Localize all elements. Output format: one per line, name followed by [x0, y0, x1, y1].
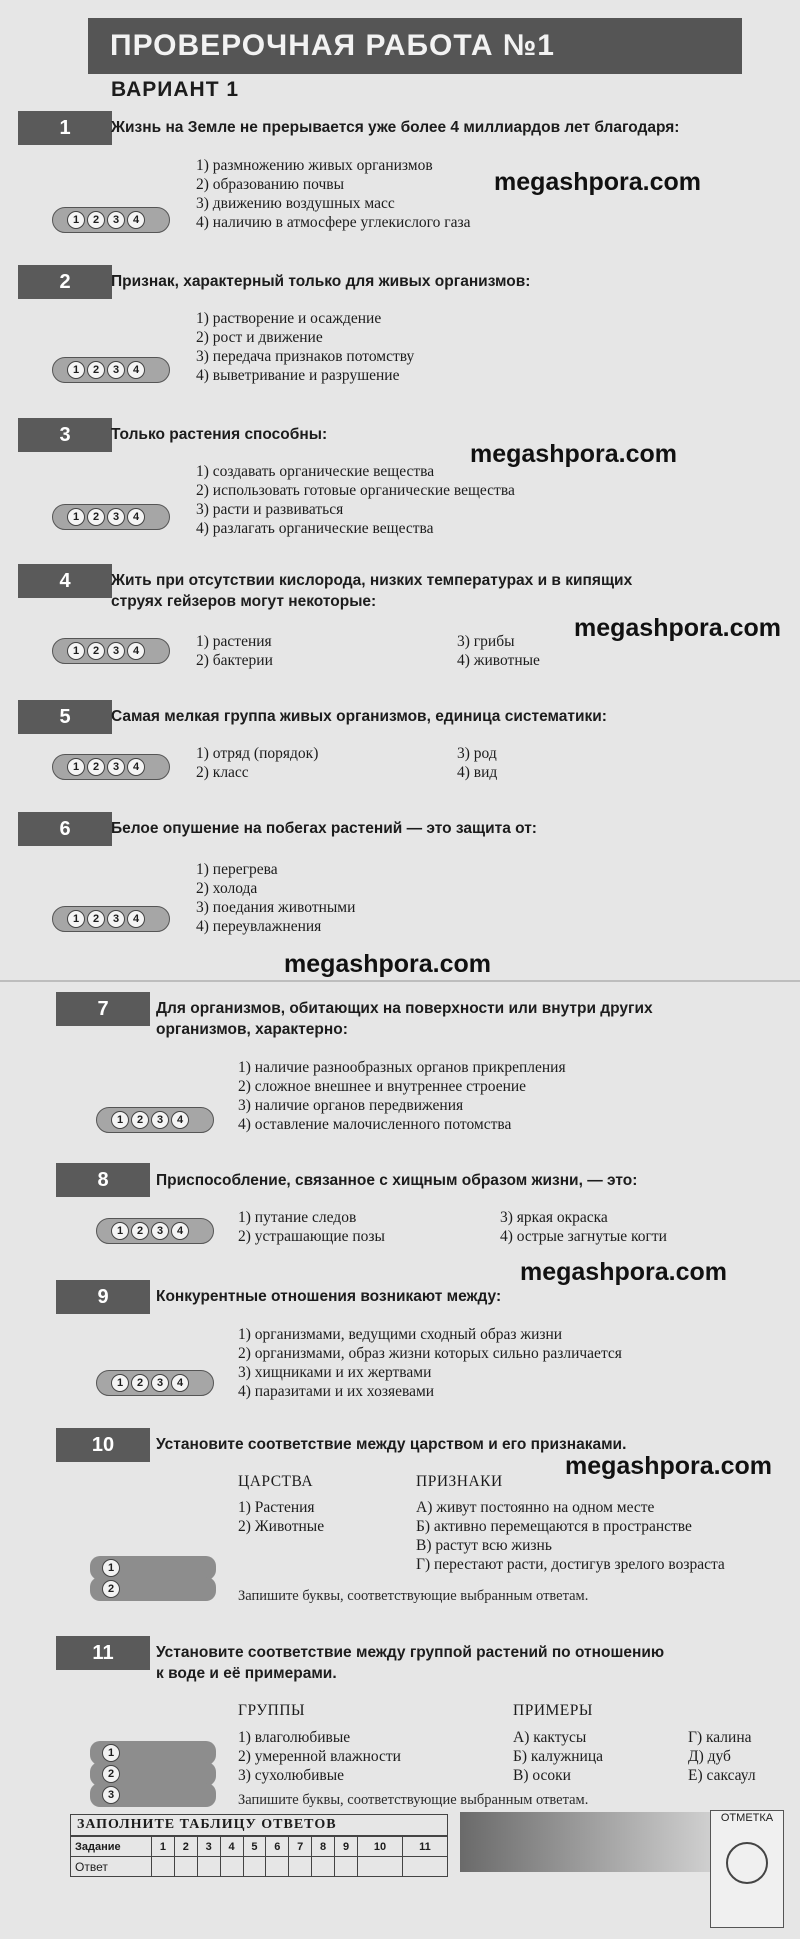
- option[interactable]: 2) использовать готовые органические вещества: [196, 482, 515, 499]
- question-text-line: Жить при отсутствии кислорода, низких температурах и в кипящих: [111, 572, 633, 589]
- list-item: Д) дуб: [688, 1748, 731, 1765]
- question-text-4: [111, 570, 632, 612]
- list-item: А) живут постоянно на одном месте: [416, 1499, 655, 1516]
- table-cell: 6: [266, 1837, 289, 1857]
- question-options-7: [238, 1058, 566, 1134]
- choice-4[interactable]: 4: [171, 1222, 189, 1240]
- choice-2[interactable]: 2: [87, 361, 105, 379]
- option[interactable]: 2) сложное внешнее и внутреннее строение: [238, 1078, 527, 1095]
- option[interactable]: 1) наличие разнообразных органов прикрепления: [238, 1059, 566, 1076]
- question-number-5: 5: [18, 700, 112, 734]
- watermark: megashpora.com: [520, 1258, 728, 1286]
- option[interactable]: 3) поедания животными: [196, 899, 356, 916]
- option[interactable]: 4) выветривание и разрушение: [196, 367, 400, 384]
- examples-list-2: [688, 1728, 756, 1785]
- list-item: Б) активно перемещаются в пространстве: [416, 1518, 692, 1535]
- question-text-line: организмов, характерно:: [156, 1021, 348, 1038]
- option[interactable]: 1) создавать органические вещества: [196, 463, 435, 480]
- list-item: Г) калина: [688, 1729, 752, 1746]
- kingdoms-list: [238, 1498, 324, 1536]
- choice-2[interactable]: 2: [131, 1374, 149, 1392]
- answer-cell[interactable]: [197, 1857, 220, 1877]
- answer-selector-7[interactable]: [96, 1107, 214, 1133]
- answer-selector-4[interactable]: [52, 638, 170, 664]
- page-title: ПРОВЕРОЧНАЯ РАБОТА №1: [88, 18, 742, 74]
- answer-cell[interactable]: [174, 1857, 197, 1877]
- choice-2[interactable]: 2: [87, 508, 105, 526]
- watermark: megashpora.com: [284, 950, 492, 978]
- question-options-2: [196, 309, 414, 385]
- groups-list: [238, 1728, 401, 1785]
- question-text-11: [156, 1642, 664, 1684]
- choice-1[interactable]: 1: [67, 758, 85, 776]
- answer-cell[interactable]: [312, 1857, 335, 1877]
- choice-4[interactable]: 4: [127, 642, 145, 660]
- list-item: 1) Растения: [238, 1499, 315, 1516]
- option[interactable]: 2) бактерии: [196, 652, 273, 669]
- table-cell: 5: [243, 1837, 266, 1857]
- choice-3[interactable]: 3: [151, 1374, 169, 1392]
- variant-heading: ВАРИАНТ 1: [111, 78, 240, 101]
- table-cell: 9: [335, 1837, 358, 1857]
- option[interactable]: 1) размножению живых организмов: [196, 157, 433, 174]
- list-item: В) осоки: [513, 1767, 571, 1784]
- choice-1[interactable]: 1: [111, 1111, 129, 1129]
- question-text-line: к воде и её примерами.: [156, 1665, 337, 1682]
- table-cell: 11: [403, 1837, 448, 1857]
- question-options-3: [196, 462, 515, 538]
- table-cell: 7: [289, 1837, 312, 1857]
- question-number-3: 3: [18, 418, 112, 452]
- question-options-1: [196, 156, 471, 232]
- option[interactable]: 4) разлагать органические вещества: [196, 520, 434, 537]
- question-options-6: [196, 860, 355, 936]
- table-cell: 8: [312, 1837, 335, 1857]
- choice-2[interactable]: 2: [87, 758, 105, 776]
- answer-label: 2: [102, 1765, 120, 1783]
- table-cell: 1: [152, 1837, 175, 1857]
- answer-selector-1[interactable]: [52, 207, 170, 233]
- answer-cell[interactable]: [335, 1857, 358, 1877]
- question-number-8: 8: [56, 1163, 150, 1197]
- question-text-10: Установите соответствие между царством и его признаками.: [156, 1436, 627, 1453]
- option[interactable]: 2) холода: [196, 880, 258, 897]
- watermark: megashpora.com: [494, 168, 702, 196]
- choice-1[interactable]: 1: [67, 508, 85, 526]
- question-number-2: 2: [18, 265, 112, 299]
- choice-3[interactable]: 3: [107, 361, 125, 379]
- choice-1[interactable]: 1: [67, 642, 85, 660]
- option[interactable]: 1) растения: [196, 633, 272, 650]
- choice-4[interactable]: 4: [127, 758, 145, 776]
- question-text-line: струях гейзеров могут некоторые:: [111, 593, 377, 610]
- features-list: [416, 1498, 725, 1574]
- question-options-9: [238, 1325, 622, 1401]
- table-cell: 4: [220, 1837, 243, 1857]
- choice-3[interactable]: 3: [107, 910, 125, 928]
- instruction-note: Запишите буквы, соответствующие выбранным ответам.: [238, 1588, 589, 1604]
- answer-label: 1: [102, 1559, 120, 1577]
- choice-2[interactable]: 2: [87, 910, 105, 928]
- option[interactable]: 4) паразитами и их хозяевами: [238, 1383, 435, 1400]
- answer-cell[interactable]: [266, 1857, 289, 1877]
- choice-4[interactable]: 4: [171, 1111, 189, 1129]
- choice-4[interactable]: 4: [127, 910, 145, 928]
- answer-cell[interactable]: [152, 1857, 175, 1877]
- watermark: megashpora.com: [470, 440, 678, 468]
- column-header-groups: ГРУППЫ: [238, 1702, 306, 1719]
- question-text-9: Конкурентные отношения возникают между:: [156, 1288, 502, 1305]
- question-number-11: 11: [56, 1636, 150, 1670]
- option[interactable]: 4) животные: [457, 652, 540, 669]
- watermark: megashpora.com: [574, 614, 782, 642]
- choice-2[interactable]: 2: [87, 211, 105, 229]
- choice-3[interactable]: 3: [151, 1222, 169, 1240]
- answer-table-title: ЗАПОЛНИТЕ ТАБЛИЦУ ОТВЕТОВ: [70, 1814, 448, 1836]
- question-text-line: Для организмов, обитающих на поверхности или внутри других: [156, 1000, 653, 1017]
- choice-3[interactable]: 3: [107, 758, 125, 776]
- question-number-4: 4: [18, 564, 112, 598]
- answer-selector-8[interactable]: [96, 1218, 214, 1244]
- answer-selector-3[interactable]: [52, 504, 170, 530]
- option[interactable]: 4) вид: [457, 764, 498, 781]
- table-cell: Ответ: [71, 1857, 152, 1877]
- choice-2[interactable]: 2: [131, 1222, 149, 1240]
- choice-2[interactable]: 2: [131, 1111, 149, 1129]
- option[interactable]: 2) устрашающие позы: [238, 1228, 385, 1245]
- option[interactable]: 4) переувлажнения: [196, 918, 322, 935]
- option[interactable]: 1) путание следов: [238, 1209, 357, 1226]
- question-number-9: 9: [56, 1280, 150, 1314]
- option[interactable]: 3) наличие органов передвижения: [238, 1097, 464, 1114]
- question-text-2: Признак, характерный только для живых организмов:: [111, 273, 531, 290]
- answer-label: 1: [102, 1744, 120, 1762]
- option[interactable]: 2) организмами, образ жизни которых сильно различается: [238, 1345, 622, 1362]
- option[interactable]: 3) движению воздушных масс: [196, 195, 395, 212]
- answer-selector-2[interactable]: [52, 357, 170, 383]
- list-item: Г) перестают расти, достигув зрелого возраста: [416, 1556, 725, 1573]
- option[interactable]: 1) растворение и осаждение: [196, 310, 382, 327]
- choice-2[interactable]: 2: [87, 642, 105, 660]
- grade-circle[interactable]: [726, 1842, 768, 1884]
- option[interactable]: 3) грибы: [457, 633, 515, 650]
- question-text-5: Самая мелкая группа живых организмов, единица систематики:: [111, 708, 607, 725]
- option[interactable]: 1) перегрева: [196, 861, 278, 878]
- option[interactable]: 3) яркая окраска: [500, 1209, 608, 1226]
- watermark: megashpora.com: [565, 1452, 773, 1480]
- option[interactable]: 4) оставление малочисленного потомства: [238, 1116, 512, 1133]
- question-text-line: Установите соответствие между группой растений по отношению: [156, 1644, 665, 1661]
- choice-1[interactable]: 1: [67, 910, 85, 928]
- answer-label: 3: [102, 1786, 120, 1804]
- answer-cell[interactable]: [358, 1857, 403, 1877]
- examples-list-1: [513, 1728, 603, 1785]
- table-cell: 10: [358, 1837, 403, 1857]
- question-text-3: Только растения способны:: [111, 426, 328, 443]
- option[interactable]: 2) класс: [196, 764, 249, 781]
- choice-4[interactable]: 4: [127, 361, 145, 379]
- question-number-10: 10: [56, 1428, 150, 1462]
- choice-4[interactable]: 4: [171, 1374, 189, 1392]
- choice-3[interactable]: 3: [107, 211, 125, 229]
- answer-selector-9[interactable]: [96, 1370, 214, 1396]
- choice-3[interactable]: 3: [107, 508, 125, 526]
- option[interactable]: 1) организмами, ведущими сходный образ жизни: [238, 1326, 563, 1343]
- answer-table: [70, 1836, 448, 1877]
- list-item: 1) влаголюбивые: [238, 1729, 351, 1746]
- decorative-gradient-bar: [460, 1812, 710, 1872]
- option[interactable]: 3) род: [457, 745, 497, 762]
- table-cell: Задание: [71, 1837, 152, 1857]
- option[interactable]: 2) рост и движение: [196, 329, 323, 346]
- list-item: Е) саксаул: [688, 1767, 756, 1784]
- list-item: Б) калужница: [513, 1748, 604, 1765]
- column-header-features: ПРИЗНАКИ: [416, 1473, 503, 1490]
- table-row: [71, 1857, 448, 1877]
- choice-1[interactable]: 1: [67, 361, 85, 379]
- column-header-examples: ПРИМЕРЫ: [513, 1702, 593, 1719]
- question-number-1: 1: [18, 111, 112, 145]
- question-text-8: Приспособление, связанное с хищным образом жизни, — это:: [156, 1172, 638, 1189]
- question-text-6: Белое опушение на побегах растений — это защита от:: [111, 820, 537, 837]
- choice-4[interactable]: 4: [127, 508, 145, 526]
- answer-label: 2: [102, 1580, 120, 1598]
- choice-1[interactable]: 1: [67, 211, 85, 229]
- list-item: 2) умеренной влажности: [238, 1748, 401, 1765]
- answer-cell[interactable]: [289, 1857, 312, 1877]
- option[interactable]: 4) острые загнутые когти: [500, 1228, 667, 1245]
- option[interactable]: 1) отряд (порядок): [196, 745, 319, 762]
- question-number-6: 6: [18, 812, 112, 846]
- list-item: В) растут всю жизнь: [416, 1537, 552, 1554]
- table-cell: 3: [197, 1837, 220, 1857]
- choice-1[interactable]: 1: [111, 1222, 129, 1240]
- option[interactable]: 3) расти и развиваться: [196, 501, 344, 518]
- answer-cell[interactable]: [243, 1857, 266, 1877]
- option[interactable]: 2) образованию почвы: [196, 176, 345, 193]
- option[interactable]: 3) хищниками и их жертвами: [238, 1364, 432, 1381]
- choice-1[interactable]: 1: [111, 1374, 129, 1392]
- list-item: 2) Животные: [238, 1518, 325, 1535]
- answer-selector-5[interactable]: [52, 754, 170, 780]
- answer-cell[interactable]: [220, 1857, 243, 1877]
- grade-label: ОТМЕТКА: [720, 1812, 774, 1824]
- table-row: [71, 1837, 448, 1857]
- column-header-kingdoms: ЦАРСТВА: [238, 1473, 314, 1490]
- instruction-note: Запишите буквы, соответствующие выбранным ответам.: [238, 1792, 589, 1808]
- choice-3[interactable]: 3: [107, 642, 125, 660]
- list-item: 3) сухолюбивые: [238, 1767, 345, 1784]
- list-item: А) кактусы: [513, 1729, 587, 1746]
- question-text-1: Жизнь на Земле не прерывается уже более 4 миллиардов лет благодаря:: [111, 119, 680, 136]
- option[interactable]: 4) наличию в атмосфере углекислого газа: [196, 214, 471, 231]
- answer-selector-6[interactable]: [52, 906, 170, 932]
- choice-4[interactable]: 4: [127, 211, 145, 229]
- page-divider: [0, 980, 800, 982]
- question-text-7: [156, 998, 786, 1040]
- option[interactable]: 3) передача признаков потомству: [196, 348, 415, 365]
- table-cell: 2: [174, 1837, 197, 1857]
- question-number-7: 7: [56, 992, 150, 1026]
- answer-cell[interactable]: [403, 1857, 448, 1877]
- choice-3[interactable]: 3: [151, 1111, 169, 1129]
